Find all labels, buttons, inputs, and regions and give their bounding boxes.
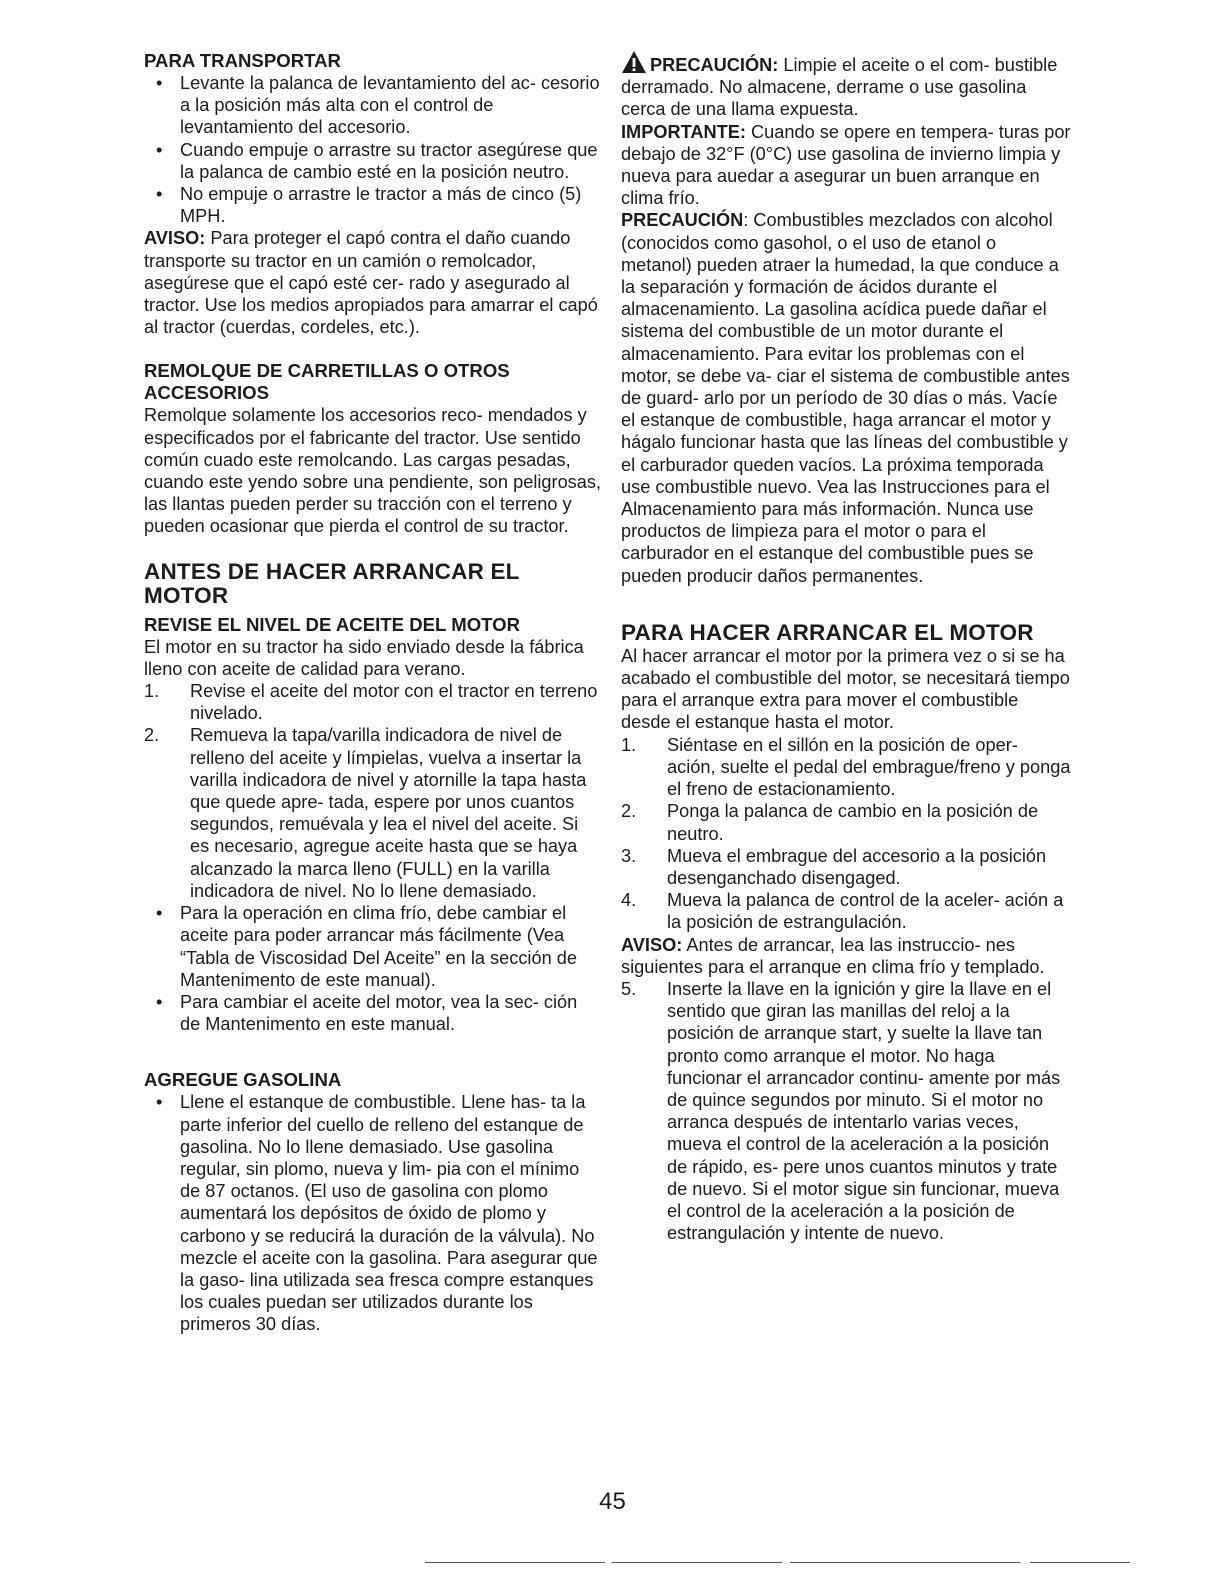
aviso-label: AVISO:: [144, 228, 206, 249]
page-number: 45: [599, 1488, 626, 1515]
step-number: 1.: [621, 734, 637, 755]
footer-rule: [425, 1562, 605, 1563]
footer-rule: [1030, 1562, 1130, 1563]
footer-rule: [612, 1562, 782, 1563]
list-item: • Para la operación en clima frío, debe cambiar el aceite para poder arrancar más fácilmente (Vea “Tabla de Viscosidad Del Aceite” en la sección de Mantenimento de este manual).: [144, 902, 602, 991]
list-item: • Levante la palanca de levantamiento del ac- cesorio a la posición más alta con el control de levantamiento del accesorio.: [144, 72, 602, 139]
aviso-text: Antes de arrancar, lea las instruccio- nes siguientes para el arranque en clima frío y templado.: [621, 934, 1045, 977]
aceite-notes: [144, 902, 602, 1035]
footer-rule: [790, 1562, 1020, 1563]
step-text: Mueva el embrague del accesorio a la posición desenganchado disengaged.: [667, 845, 1047, 888]
left-column: [144, 50, 602, 1336]
remolque-heading: REMOLQUE DE CARRETILLAS O OTROS ACCESORIOS: [144, 360, 510, 404]
aviso-text: Para proteger el capó contra el daño cuando transporte su tractor en un camión o remolcador, asegúrese que el capó esté cer- rado y asegurado al tractor. Use los medios apropiados para amarrar el capó al tractor (cuerdas, cordeles, etc.).: [144, 228, 598, 338]
list-item: • No empuje o arrastre le tractor a más de cinco (5) MPH.: [144, 183, 602, 227]
step-text: Mueva la palanca de control de la aceler- ación a la posición de estrangulación.: [667, 890, 1064, 933]
precaucion-text: Limpie el aceite o el com- bustible derramado. No almacene, derrame o use gasolina cerca de una llama expuesta.: [621, 55, 1058, 120]
precaucion-label: PRECAUCIÓN:: [650, 55, 779, 75]
step-number: 3.: [621, 845, 637, 866]
step-number: 5.: [621, 978, 637, 999]
step-text: Revise el aceite del motor con el tractor en terreno nivelado.: [190, 681, 598, 724]
arrancar-heading: PARA HACER ARRANCAR EL MOTOR: [621, 619, 1034, 645]
importante-paragraph: [621, 121, 1071, 210]
precaucion2-label: PRECAUCIÓN: [621, 210, 744, 231]
list-item: • Cuando empuje o arrastre su tractor asegúrese que la palanca de cambio esté en la posición neutro.: [144, 139, 602, 183]
step-number: 1.: [144, 681, 160, 702]
list-item: [621, 978, 1071, 1244]
arrancar-steps: [621, 734, 1071, 934]
step-number: 4.: [621, 890, 637, 911]
list-item: [144, 724, 602, 902]
precaucion2-paragraph: [621, 209, 1071, 586]
importante-text: Cuando se opere en tempera- turas por debajo de 32°F (0°C) use gasolina de invierno limpia y nueva para auedar a asegurar un buen arranque en clima frío.: [621, 121, 1071, 209]
importante-label: IMPORTANTE:: [621, 121, 746, 142]
warning-triangle-icon: [621, 50, 647, 74]
antes-heading: ANTES DE HACER ARRANCAR EL MOTOR: [144, 558, 520, 608]
step-text: Inserte la llave en la ignición y gire la llave en el sentido que giran las manillas del reloj a la posición de arranque start, y suelte la llave tan pronto como arranque el motor. No haga funcionar el arrancador continu- amente por más de quince segundos por minuto. Si el motor no arranca después de intentarlo varias veces, mueva el control de la aceleración a la posición de rápido, es- pere unos cuantos minutos y trate de nuevo. Si el motor sigue sin funcionar, mueva el control de la aceleración a la posición de estrangulación y intente de nuevo.: [667, 978, 1061, 1244]
step-number: 2.: [144, 725, 160, 746]
transport-list: [144, 72, 602, 227]
precaucion-paragraph: [621, 50, 1071, 121]
list-item: • Llene el estanque de combustible. Llene has- ta la parte inferior del cuello de relleno del estanque de gasolina. No lo llene demasiado. Use gasolina regular, sin plomo, nueva y lim- pia con el mínimo de 87 octanos. (El uso de gasolina con plomo aumentará los depósitos de óxido de plomo y carbono y se reducirá la duración de la válvula). No mezcle el aceite con la gasolina. Para asegurar que la gaso- lina utilizada sea fresca compre estanques los cuales puedan ser utilizados durante los primeros 30 días.: [144, 1091, 602, 1335]
list-item: • Para cambiar el aceite del motor, vea la sec- ción de Mantenimento en este manual.: [144, 991, 602, 1035]
right-column: [621, 50, 1071, 1244]
aceite-heading: REVISE EL NIVEL DE ACEITE DEL MOTOR: [144, 613, 521, 635]
step-text: Siéntase en el sillón en la posición de oper- ación, suelte el pedal del embrague/freno y ponga el freno de estacionamiento.: [667, 734, 1071, 800]
transport-aviso: [144, 227, 602, 338]
precaucion2-text: : Combustibles mezclados con alcohol (conocidos como gasohol, o el uso de etanol o metanol) pueden atraer la humedad, la que conduce a la separación y formación de ácidos durante el almacenamiento. La gasolina acídica puede dañar el sistema del combustible de un motor durante el almacenamiento. Para evitar los problemas con el motor, se debe va- ciar el sistema de combustible antes de guard- arlo por un período de 30 días o más. Vacíe el estanque de combustible, haga arrancar el motor y hágalo funcionar hasta que las líneas del combustible y el carburador queden vacíos. La próxima temporada use combustible nuevo. Vea las Instrucciones para el Almacenamiento para más información. Nunca use productos de limpieza para el motor o para el carburador en el estanque del combustible pues se pueden producir daños permanentes.: [621, 210, 1070, 586]
gasolina-heading: AGREGUE GASOLINA: [144, 1069, 342, 1091]
arrancar-aviso: [621, 934, 1071, 978]
list-item: [621, 845, 1071, 889]
transport-heading: PARA TRANSPORTAR: [144, 50, 341, 71]
remolque-text: Remolque solamente los accesorios reco- mendados y especificados por el fabricante del tractor. Use sentido común cuado este remolcando. Las cargas pesadas, cuando este yendo sobre una pendiente, son peligrosas, las llantas pueden perder su tracción con el terreno y pueden ocasionar que pierda el control de su tractor.: [144, 405, 602, 537]
aviso-label: AVISO:: [621, 934, 683, 955]
arrancar-intro: Al hacer arrancar el motor por la primera vez o si se ha acabado el combustible del motor, se necesitará tiempo para el arranque extra para mover el combustible desde el estanque hasta el motor.: [621, 645, 1070, 733]
list-item: [621, 734, 1071, 801]
arrancar-steps-2: [621, 978, 1071, 1244]
step-text: Ponga la palanca de cambio en la posición de neutro.: [667, 801, 1039, 844]
list-item: [621, 800, 1071, 844]
gasolina-list: [144, 1091, 602, 1335]
list-item: [621, 889, 1071, 933]
step-text: Remueva la tapa/varilla indicadora de nivel de relleno del aceite y límpielas, vuelva a insertar la varilla indicadora de nivel y atornille la tapa hasta que quede apre- tada, espere por unos cuantos segundos, remuévala y lea el nivel del aceite. Si es necesario, agregue aceite hasta que se haya alcanzado la marca lleno (FULL) en la varilla indicadora de nivel. No lo llene demasiado.: [190, 725, 587, 901]
aceite-steps: [144, 680, 602, 902]
aceite-text: El motor en su tractor ha sido enviado desde la fábrica lleno con aceite de calidad para verano.: [144, 636, 584, 679]
step-number: 2.: [621, 801, 637, 822]
list-item: [144, 680, 602, 724]
